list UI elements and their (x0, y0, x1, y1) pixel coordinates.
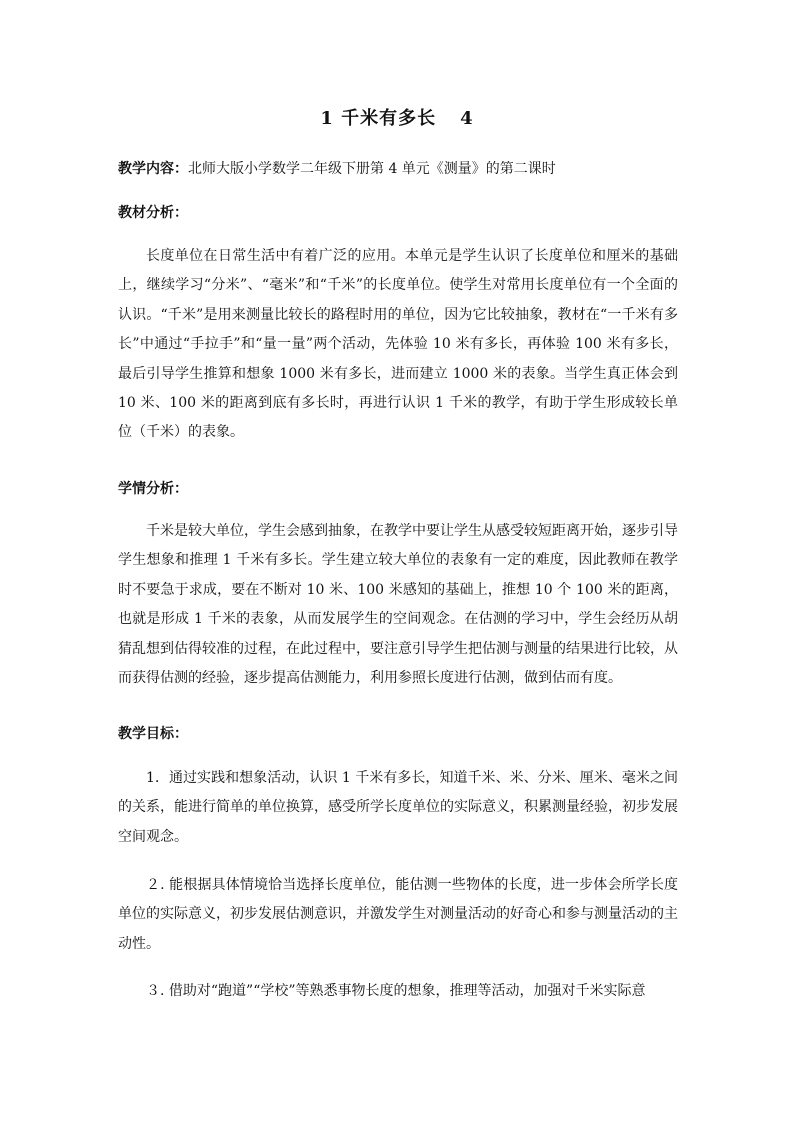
teaching-goal-item: ３. 借助对“跑道”“学校”等熟悉事物长度的想象，推理等活动，加强对千米实际意 (146, 983, 646, 999)
teaching-content-label: 教学内容： (118, 161, 188, 177)
teaching-content (118, 158, 556, 178)
teaching-goal-item: 1．通过实践和想象活动，认识 1 千米有多长，知道千米、米、分米、厘米、毫米之间的关系，能进行简单的单位换算，感受所学长度单位的实际意义，积累测量经验，初步发展空间观念。 (118, 770, 678, 845)
student-analysis-heading: 学情分析： (118, 481, 188, 497)
teaching-content-text: 北师大版小学数学二年级下册第 4 单元《测量》的第二课时 (188, 161, 556, 177)
title-number: 4 (460, 108, 474, 129)
title-text: 1 千米有多长 (320, 108, 437, 129)
teaching-goals-heading: 教学目标： (118, 726, 188, 742)
student-analysis-body: 千米是较大单位，学生会感到抽象，在教学中要让学生从感受较短距离开始，逐步引导学生想象和推理 1 千米有多长。学生建立较大单位的表象有一定的难度，因此教师在教学时不要急于求成，要在不断对 10 米、100 米感知的基础上，推想 10 个 100 米的距离，也就是形成 1 千米的表象，从而发展学生的空间观念。在估测的学习中，学生会经历从胡猜乱想到估得较准的过程，在此过程中，要注意引导学生把估测与测量的结果进行比较，从而获得估测的经验，逐步提高估测能力，利用参照长度进行估测，做到估而有度。 (118, 523, 678, 687)
material-analysis-heading: 教材分析： (118, 205, 188, 221)
teaching-goal-item: ２. 能根据具体情境恰当选择长度单位，能估测一些物体的长度，进一步体会所学长度单位的实际意义，初步发展估测意识，并激发学生对测量活动的好奇心和参与测量活动的主动性。 (118, 877, 678, 952)
page-title (0, 104, 794, 130)
material-analysis-body: 长度单位在日常生活中有着广泛的应用。本单元是学生认识了长度单位和厘米的基础上，继续学习“分米”、“毫米”和“千米”的长度单位。使学生对常用长度单位有一个全面的认识。“千米”是用来测量比较长的路程时用的单位，因为它比较抽象，教材在“一千米有多长”中通过“手拉手”和“量一量”两个活动，先体验 10 米有多长，再体验 100 米有多长，最后引导学生推算和想象 1000 米有多长，进而建立 1000 米的表象。当学生真正体会到 10 米、100 米的距离到底有多长时，再进行认识 1 千米的教学，有助于学生形成较长单位（千米）的表象。 (118, 248, 678, 441)
